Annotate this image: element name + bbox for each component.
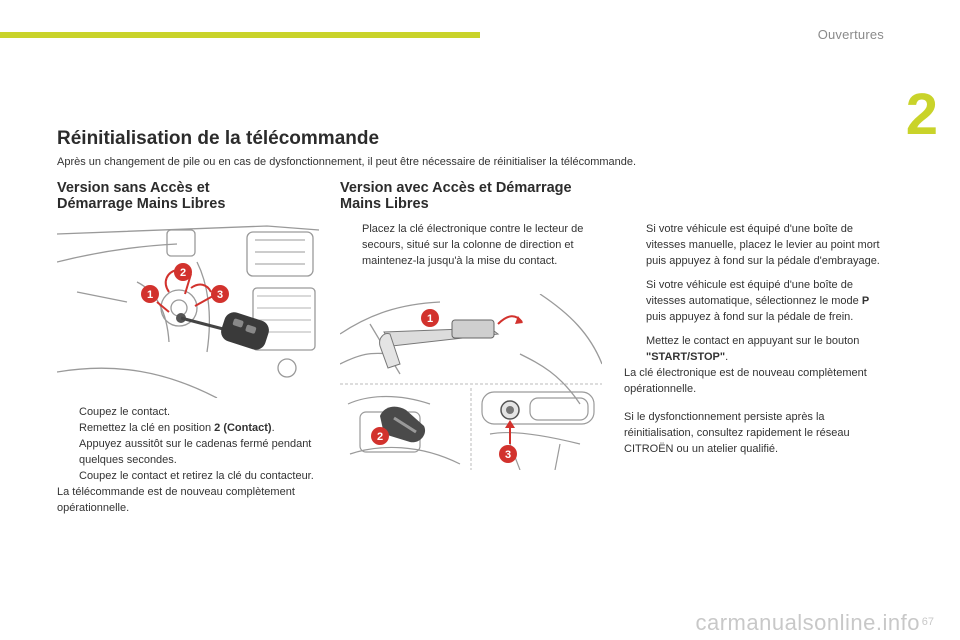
left-heading: [57, 180, 225, 212]
list-item: Mettez le contact en appuyant sur le bouton "START/STOP".: [624, 333, 886, 365]
middle-heading-line1: Version avec Accès et Démarrage: [340, 180, 572, 196]
list-item: Coupez le contact.: [57, 404, 319, 420]
left-conclusion: La télécommande est de nouveau complètement opérationnelle.: [57, 486, 295, 514]
svg-text:3: 3: [216, 289, 224, 301]
svg-text:1: 1: [146, 289, 154, 301]
ignition-key-illustration: [57, 222, 319, 398]
list-item: Si votre véhicule est équipé d'une boîte de vitesses automatique, sélectionnez le mode P puis appuyez à fond sur la pédale de frein.: [624, 277, 886, 325]
list-item: Appuyez aussitôt sur le cadenas fermé pendant quelques secondes.: [57, 436, 319, 468]
right-steps: [624, 221, 886, 457]
page-number: 67: [921, 616, 934, 628]
middle-heading-line2: Mains Libres: [340, 196, 429, 212]
bullet-icon: [624, 277, 646, 325]
callout-2-mid: [371, 427, 389, 445]
middle-heading: [340, 180, 572, 212]
accent-bar: [0, 32, 480, 38]
footer: [0, 610, 960, 640]
middle-steps: [340, 221, 602, 269]
callout-2: [174, 263, 192, 281]
svg-text:1: 1: [426, 313, 434, 325]
left-heading-line1: Version sans Accès et: [57, 180, 210, 196]
bullet-icon: [624, 221, 646, 269]
left-heading-line2: Démarrage Mains Libres: [57, 196, 226, 212]
bullet-icon: [340, 221, 362, 269]
bullet-icon: [57, 404, 79, 420]
svg-text:3: 3: [504, 449, 512, 461]
right-note: Si le dysfonctionnement persiste après la réinitialisation, consultez rapidement le réseau CITROËN ou un atelier qualifié.: [624, 411, 850, 455]
callout-1-mid: [421, 309, 439, 327]
left-steps: [57, 404, 319, 516]
callout-3-mid: [499, 445, 517, 463]
chapter-number: 2: [905, 82, 938, 147]
page-title: Réinitialisation de la télécommande: [57, 128, 380, 149]
bullet-icon: [57, 468, 79, 484]
bullet-icon: [57, 436, 79, 468]
watermark: carmanualsonline.info: [695, 610, 920, 635]
section-name: Ouvertures: [817, 27, 884, 42]
steering-column-illustration: [340, 294, 602, 470]
svg-text:2: 2: [376, 431, 384, 443]
list-item: Si votre véhicule est équipé d'une boîte de vitesses manuelle, placez le levier au point mort puis appuyez à fond sur la pédale d'embrayage.: [624, 221, 886, 269]
intro-text: Après un changement de pile ou en cas de dysfonctionnement, il peut être nécessaire de réinitialiser la télécommande.: [57, 156, 637, 168]
svg-text:2: 2: [179, 267, 187, 279]
right-conclusion: La clé électronique est de nouveau complètement opérationnelle.: [624, 367, 867, 395]
list-item: Coupez le contact et retirez la clé du contacteur.: [57, 468, 319, 484]
list-item: Placez la clé électronique contre le lecteur de secours, situé sur la colonne de direction et maintenez-la jusqu'à la mise du contact.: [340, 221, 602, 269]
bullet-icon: [57, 420, 79, 436]
bullet-icon: [624, 333, 646, 365]
callout-1: [141, 285, 159, 303]
callout-3: [211, 285, 229, 303]
list-item: Remettez la clé en position 2 (Contact).: [57, 420, 319, 436]
